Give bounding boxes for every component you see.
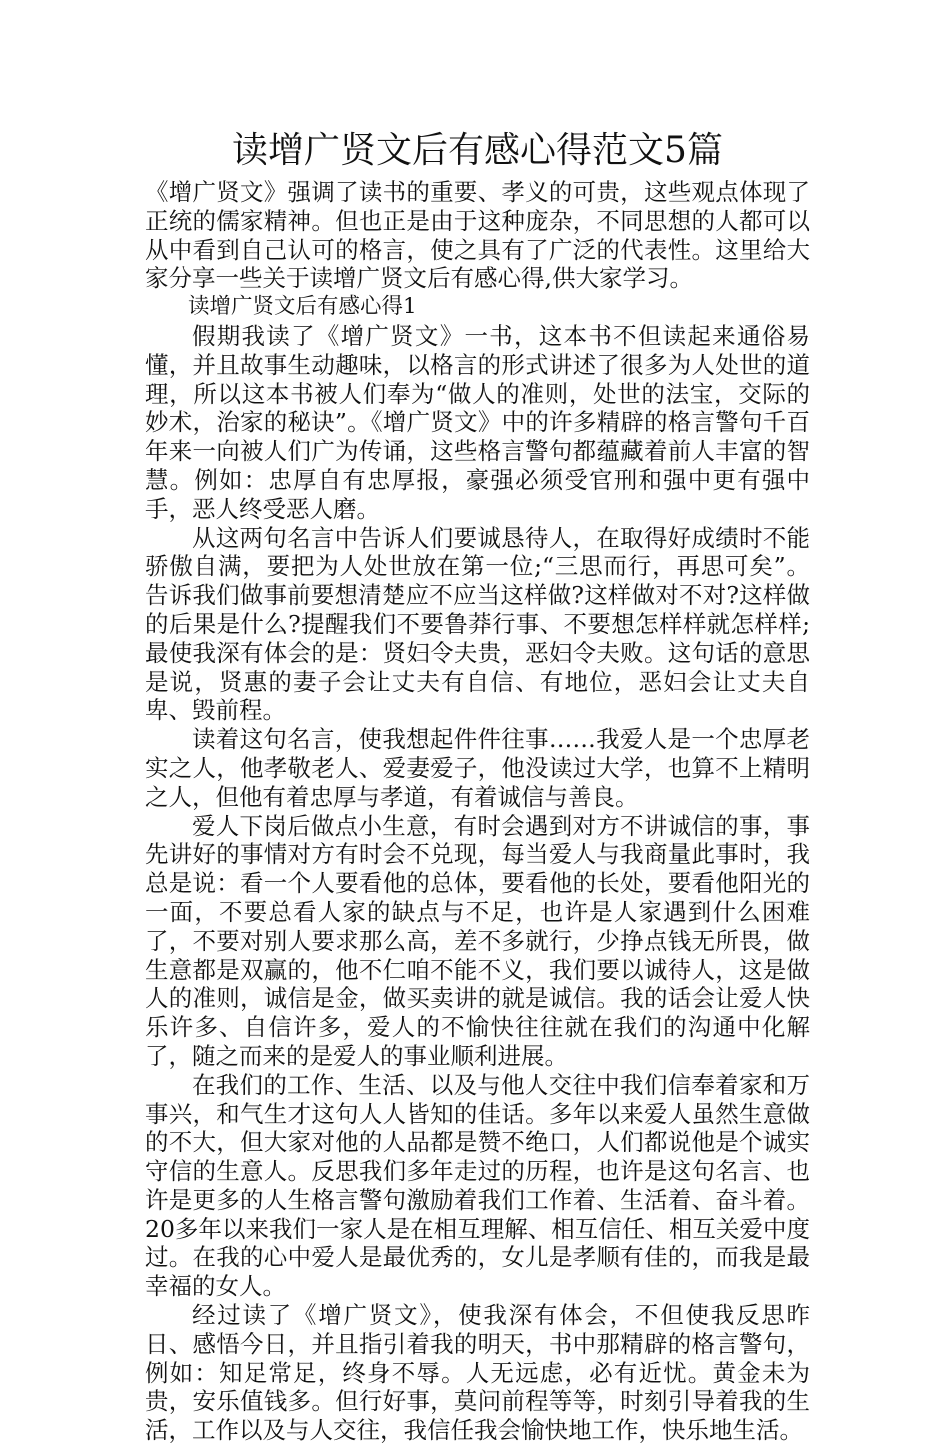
body-paragraph-4: 爱人下岗后做点小生意，有时会遇到对方不讲诚信的事，事先讲好的事情对方有时会不兑现，每当爱人与我商量此事时，我总是说：看一个人要看他的总体，要看他的长处，要看他阳光的一面，不要总看人家的缺点与不足，也许是人家遇到什么困难了，不要对别人要求那么高，差不多就行，少挣点钱无所畏，做生意都是双赢的，他不仁咱不能不义，我们要以诚待人，这是做人的准则，诚信是金，做买卖讲的就是诚信。我的话会让爱人快乐许多、自信许多，爱人的不愉快往往就在我们的沟通中化解了，随之而来的是爱人的事业顺利进展。	[145, 811, 810, 1070]
body-paragraph-5: 在我们的工作、生活、以及与他人交往中我们信奉着家和万事兴，和气生才这句人人皆知的佳话。多年以来爱人虽然生意做的不大，但大家对他的人品都是赞不绝口，人们都说他是个诚实守信的生意人。反思我们多年走过的历程，也许是这句名言、也许是更多的人生格言警句激励着我们工作着、生活着、奋斗着。20多年以来我们一家人是在相互理解、相互信任、相互关爱中度过。在我的心中爱人是最优秀的，女儿是孝顺有佳的，而我是最幸福的女人。	[145, 1070, 810, 1301]
document-title: 读增广贤文后有感心得范文5篇	[232, 130, 723, 171]
body-paragraph-3: 读着这句名言，使我想起件件往事……我爱人是一个忠厚老实之人，他孝敬老人、爱妻爱子，他没读过大学，也算不上精明之人，但他有着忠厚与孝道，有着诚信与善良。	[145, 725, 810, 811]
document-page	[145, 126, 810, 1445]
intro-paragraph: 《增广贤文》强调了读书的重要、孝义的可贵，这些观点体现了正统的儒家精神。但也正是由于这种庞杂，不同思想的人都可以从中看到自己认可的格言，使之具有了广泛的代表性。这里给大家分享一些关于读增广贤文后有感心得,供大家学习。	[145, 178, 810, 293]
body-paragraph-6: 经过读了《增广贤文》，使我深有体会，不但使我反思昨日、感悟今日，并且指引着我的明天，书中那精辟的格言警句，例如：知足常足，终身不辱。人无远虑，必有近忧。黄金未为贵，安乐值钱多。但行好事，莫问前程等等，时刻引导着我的生活，工作以及与人交往，我信任我会愉快地工作，快乐地生活。	[145, 1301, 810, 1445]
section-heading: 读增广贤文后有感心得1	[188, 294, 417, 320]
body-paragraph-2: 从这两句名言中告诉人们要诚恳待人，在取得好成绩时不能骄傲自满，要把为人处世放在第一位;“三思而行，再思可矣”。告诉我们做事前要想清楚应不应当这样做?这样做对不对?这样做的后果是什么?提醒我们不要鲁莽行事、不要想怎样样就怎样样;最使我深有体会的是：贤妇令夫贵，恶妇令夫败。这句话的意思是说，贤惠的妻子会让丈夫有自信、有地位，恶妇会让丈夫自卑、毁前程。	[145, 523, 810, 725]
body-paragraph-1: 假期我读了《增广贤文》一书，这本书不但读起来通俗易懂，并且故事生动趣味，以格言的形式讲述了很多为人处世的道理，所以这本书被人们奉为“做人的准则，处世的法宝，交际的妙术，治家的秘诀”。《增广贤文》中的许多精辟的格言警句千百年来一向被人们广为传诵，这些格言警句都蕴藏着前人丰富的智慧。例如：忠厚自有忠厚报，豪强必须受官刑和强中更有强中手，恶人终受恶人磨。	[145, 321, 810, 523]
